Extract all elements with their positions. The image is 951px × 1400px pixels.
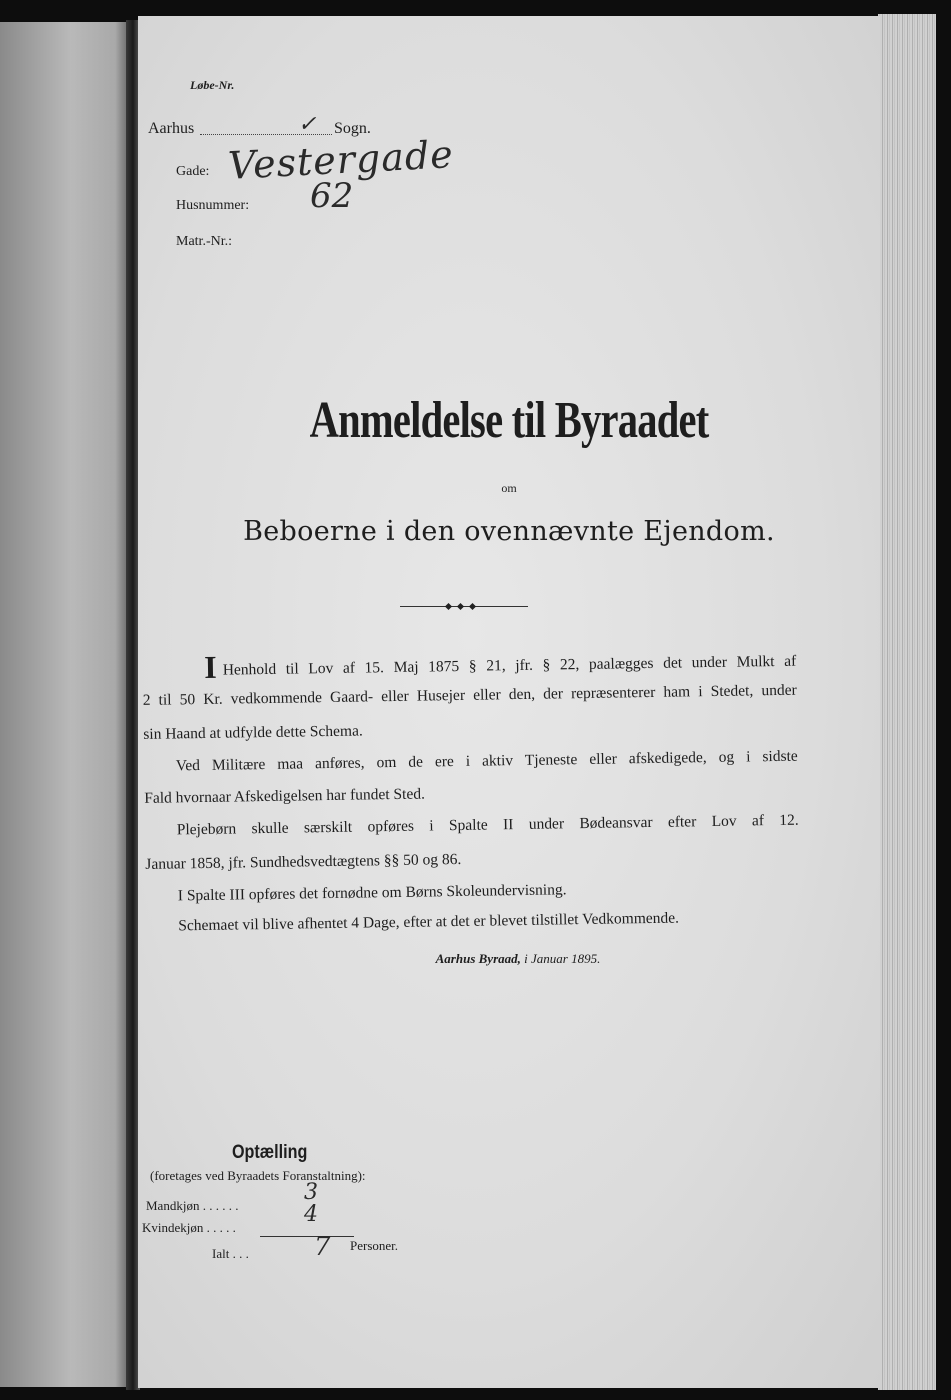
dropcap: I [203,648,217,685]
page-edges [878,14,936,1390]
instruction-line: sin Haand at udfylde dette Schema. [143,722,363,743]
optaelling-subtitle: (foretages ved Byraadets Foranstaltning): [150,1168,366,1183]
instruction-line: I Spalte III opføres det fornødne om Børns Skoleundervisning. [177,881,567,905]
instructions [138,640,880,935]
page-subtitle: Beboerne i den ovennævnte Ejendom. [243,516,775,547]
sogn-handwriting: ✓ [298,112,317,137]
ornament-divider [400,602,528,612]
signature-line [138,951,898,967]
instruction-line: Fald hvornaar Afskedigelsen har fundet Sted. [144,785,426,807]
city-label: Aarhus [148,120,195,137]
instruction-line: 2 til 50 Kr. vedkommende Gaard- eller Husejer eller den, der repræsenterer ham i Stedet, under [142,681,797,709]
kvindekjon-label: Kvindekjøn . . . . . [142,1220,236,1235]
instruction-line: Januar 1858, jfr. Sundhedsvedtægtens §§ 50 og 86. [145,850,462,873]
signature-date: i Januar 1895. [524,951,601,966]
instruction-line: Schemaet vil blive afhentet 4 Dage, efter at det er blevet tilstillet Vedkommende. [178,909,680,935]
instruction-line: Ved Militære maa anføres, om de ere i aktiv Tjeneste eller afskedigede, og i sidste [175,747,798,775]
left-facing-page [0,22,128,1387]
mandkjon-label: Mandkjøn . . . . . . [146,1198,239,1213]
gade-label: Gade: [176,164,210,179]
husnummer-label: Husnummer: [176,198,250,213]
signature-authority: Aarhus Byraad, [435,951,521,966]
instruction-line: I Henhold til Lov af 15. Maj 1875 § 21, jfr. § 22, paalægges det under Mulkt af [203,648,797,685]
sogn-label: Sogn. [334,120,371,137]
husnummer-value: 62 [310,176,354,216]
lobe-nr-label: Løbe-Nr. [190,78,235,92]
personer-label: Personer. [350,1238,399,1253]
document-page [138,16,880,1388]
instruction-line: Plejebørn skulle særskilt opføres i Spalte II under Bødeansvar efter Lov af 12. [176,811,799,839]
optaelling-title: Optælling [232,1142,308,1163]
page-title: Anmeldelse til Byraadet [309,392,709,449]
sum-line [260,1236,354,1237]
mandkjon-value: 3 [304,1180,318,1205]
matr-nr-label: Matr.-Nr.: [176,234,232,249]
kvindekjon-value: 4 [304,1202,318,1227]
title-connector: om [501,481,517,495]
ialt-value: 7 [314,1232,331,1262]
gade-value: Vestergade [227,132,455,188]
ialt-label: Ialt . . . [212,1246,249,1261]
